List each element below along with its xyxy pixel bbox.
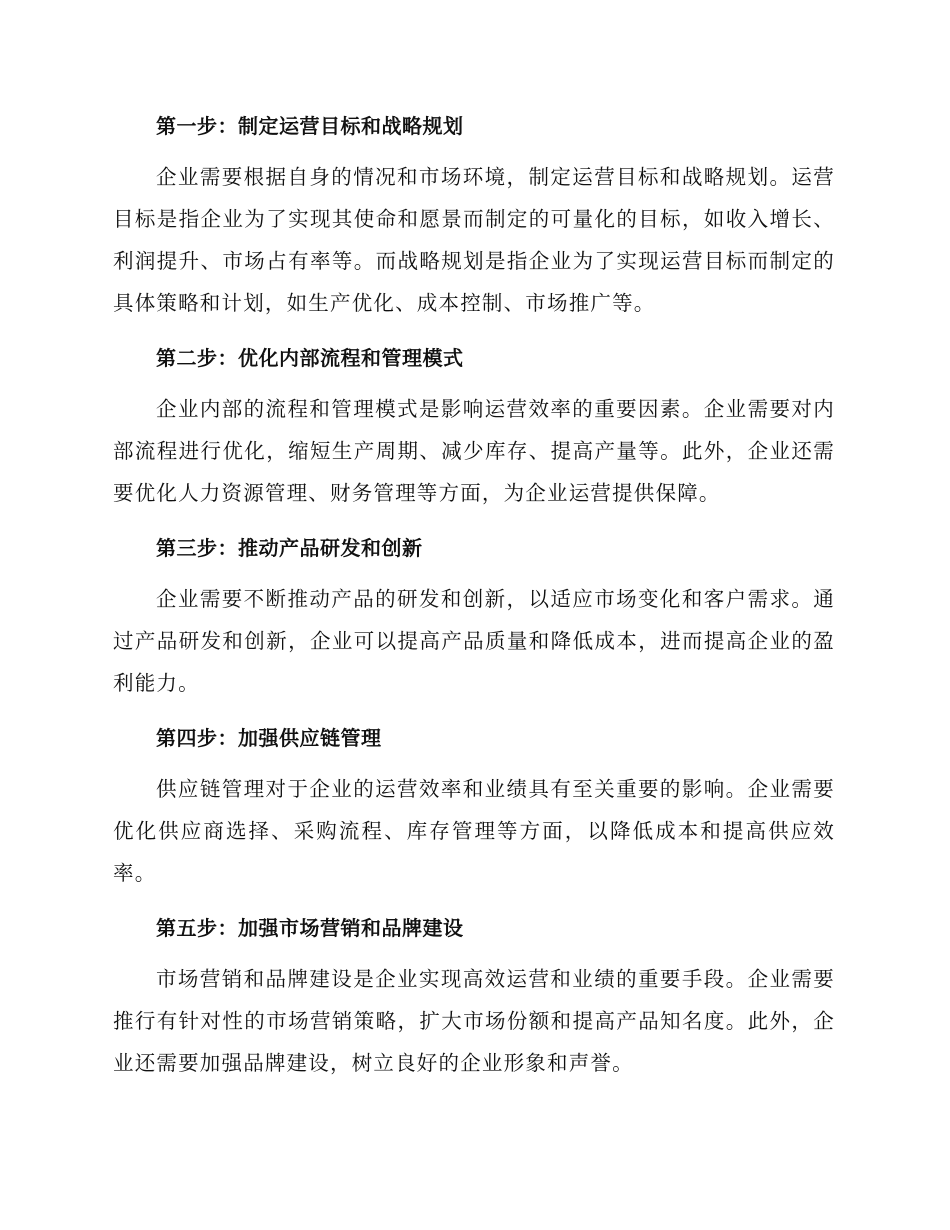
section-heading: 第一步：制定运营目标和战略规划 — [156, 114, 464, 138]
section-paragraph: 企业需要不断推动产品的研发和创新，以适应市场变化和客户需求。通过产品研发和创新，企业可以提高产品质量和降低成本，进而提高企业的盈利能力。 — [113, 587, 835, 695]
section-paragraph: 企业需要根据自身的情况和市场环境，制定运营目标和战略规划。运营目标是指企业为了实现其使命和愿景而制定的可量化的目标，如收入增长、利润提升、市场占有率等。而战略规划是指企业为了实现运营目标而制定的具体策略和计划，如生产优化、成本控制、市场推广等。 — [113, 165, 835, 315]
section-step-4 — [113, 722, 835, 894]
section-heading: 第五步：加强市场营销和品牌建设 — [156, 916, 464, 940]
section-heading: 第四步：加强供应链管理 — [156, 726, 382, 750]
section-paragraph: 供应链管理对于企业的运营效率和业绩具有至关重要的影响。企业需要优化供应商选择、采购流程、库存管理等方面，以降低成本和提高供应效率。 — [113, 777, 835, 885]
section-step-3 — [113, 532, 835, 704]
section-step-1 — [113, 110, 835, 324]
section-paragraph: 企业内部的流程和管理模式是影响运营效率的重要因素。企业需要对内部流程进行优化，缩短生产周期、减少库存、提高产量等。此外，企业还需要优化人力资源管理、财务管理等方面，为企业运营提供保障。 — [113, 397, 835, 505]
document-page — [113, 110, 835, 1102]
section-step-2 — [113, 342, 835, 514]
section-heading: 第三步：推动产品研发和创新 — [156, 536, 423, 560]
section-heading: 第二步：优化内部流程和管理模式 — [156, 346, 464, 370]
section-step-5 — [113, 912, 835, 1084]
section-paragraph: 市场营销和品牌建设是企业实现高效运营和业绩的重要手段。企业需要推行有针对性的市场营销策略，扩大市场份额和提高产品知名度。此外，企业还需要加强品牌建设，树立良好的企业形象和声誉。 — [113, 967, 835, 1075]
